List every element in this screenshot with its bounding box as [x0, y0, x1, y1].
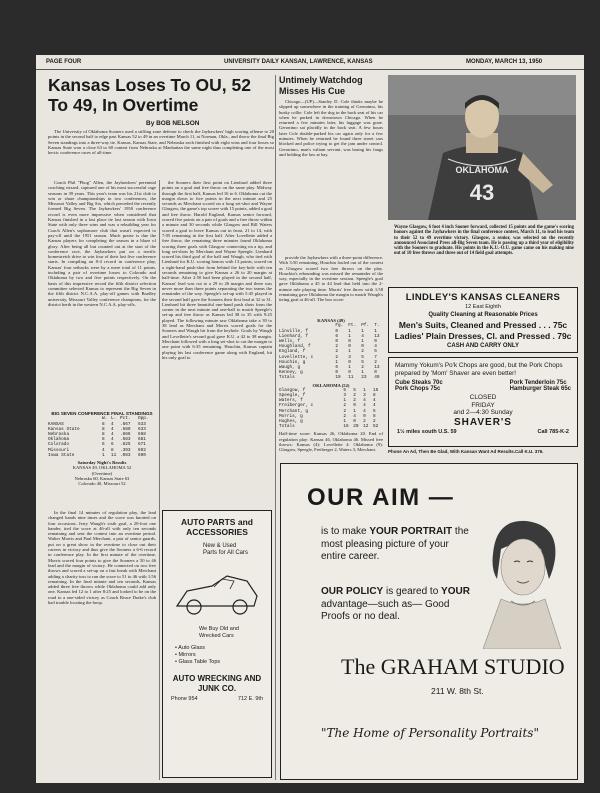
shaver-item-name: Hamburger Steak	[509, 386, 560, 393]
page-number: PAGE FOUR	[46, 59, 82, 65]
auto-ad-buy: We Buy Old and Wrecked Cars	[199, 626, 239, 639]
box-score-notes: Half-time score: Kansas 26, Oklahoma 20. End of regulation play: Kansas 46, Oklahoma 46. Missed free throws: Kansas (4): Lovellette 4. Oklahoma (9): Glasgow, Speegle, Freiberger 2, Waters 3, Merchant.	[279, 431, 383, 453]
table-cell: Houghland, f	[279, 344, 311, 350]
table-cell: 8	[373, 413, 376, 419]
table-cell: 4	[373, 403, 376, 409]
shaver-sunday-hours: and 2—4:30 Sunday	[453, 409, 513, 416]
table-cell: .666	[119, 431, 131, 437]
standings-box	[48, 411, 156, 486]
auto-ad-item-label: Auto Glass	[178, 645, 206, 651]
standings-row	[48, 448, 156, 453]
byline: By BOB NELSON	[146, 120, 200, 127]
intro-paragraph: The University of Oklahoma Sooners used a stiffing zone defense to check the Jayhawkers' high scoring offense to 20 points in the second half to edge past Kansas 52 to 49 in an overtime March 11, at Norman, Okla., and throw the final Big Seven standings into a three-way tie. Kansas, Kansas State, and Nebraska each finished with eight wins and four losses so Kansas State won a close 63 to 60 contest from Nebraska at Manhattan the same night thus completing one of the most hectic conference races of all-time.	[48, 129, 274, 156]
story-text-col1: Coach Phil "Phog" Allen, the Jayhawkers' perennial coaching wizard, captured one of his most successful cage seasons in 39 years. This year's team was his 21st club to win or share championships in two conferences, the Missouri Valley and Big Six, which preceded the recently formed Big Seven. The Jayhawkers' 1950 conference record is even more impressive when considered that Kansas finished in a last place tie last season with Iowa State with only three wins and was a rebuilding year for Coach Allen's sophomore club that wasn't expected to pay-off until the 1951 season. Much praise is due the Kansas players for completing the season in a blaze of glory. After being all but counted out at the start of the conference race, the Jayhawkers put on a terrific homestretch drive to win four of their last five conference starts. In compiling an 8-4 record in conference play, Kansas' four setbacks were by a mere total of 11 points, including a pair of overtime losses to Colorado and Oklahoma by two and five points respectively. On the basis of this impressive record the fifth district selection committee selected Kansas to represent the Big Seven in the fifth district N.C.A.A. play-off games with Bradley university, Missouri Valley conference champions, for the district berth in the western N.C.A.A. play-offs.	[48, 180, 156, 307]
graham-aim-post: the most pleasing picture of your entire career.	[321, 526, 469, 562]
box-cell: 20	[353, 424, 359, 430]
table-cell: 1	[374, 328, 377, 334]
kansas-box-table	[279, 323, 383, 380]
table-cell: 1	[348, 333, 351, 339]
table-cell: 0	[348, 359, 351, 365]
table-cell: 0	[374, 338, 377, 344]
box-cell: 49	[374, 375, 380, 381]
table-cell: .583	[119, 437, 131, 443]
standings-col: Pct.	[119, 416, 131, 422]
lindley-cleaners-ad	[388, 287, 578, 353]
table-cell: 1	[363, 387, 366, 393]
table-cell: .625	[119, 442, 131, 448]
table-cell: 2	[335, 349, 338, 355]
table-cell: 633	[137, 421, 146, 427]
kansas-total-row	[279, 375, 383, 380]
table-cell: 1	[361, 338, 364, 344]
shaver-item-name: Pork Tenderloin	[509, 380, 555, 387]
table-cell: 3	[343, 393, 346, 399]
table-cell: 0	[374, 370, 377, 376]
saturday-result: Colorado 40, Missouri 52	[78, 481, 126, 487]
lindley-title: LINDLEY'S KANSAS CLEANERS	[405, 292, 561, 303]
lindley-tagline: Quality Cleaning at Reasonable Prices	[428, 312, 538, 318]
table-cell: 2	[353, 393, 356, 399]
table-cell: 5	[343, 387, 346, 393]
lindley-footer: CASH AND CARRY ONLY	[447, 343, 519, 349]
table-cell: 4	[363, 403, 366, 409]
basketball-player-illustration	[388, 75, 576, 220]
auto-ad-item-label: Mirrors	[178, 652, 196, 658]
lindley-address: 12 East Eighth	[465, 304, 501, 310]
shaver-item-price: 65c	[560, 386, 571, 393]
kansas-box-title: KANSAS (49)	[317, 318, 345, 323]
shaver-menu-right	[510, 380, 571, 392]
table-cell: 5	[361, 354, 364, 360]
table-cell: Colorado	[48, 442, 70, 448]
table-cell: 0	[353, 419, 356, 425]
table-cell: Oklahoma	[48, 437, 70, 443]
table-cell: 7	[374, 354, 377, 360]
table-cell: 681	[137, 437, 146, 443]
standings-row	[48, 442, 156, 447]
lindley-line2: Ladies' Plain Dresses, Cl. and Pressed . 79c	[394, 331, 572, 341]
graham-slogan: "The Home of Personality Portraits"	[321, 726, 539, 740]
story-column-2	[162, 180, 272, 505]
shavers-ad	[388, 357, 578, 447]
shaver-menu-left	[395, 380, 443, 392]
table-cell: 1	[348, 328, 351, 334]
shaver-item-price: 70c	[432, 380, 443, 387]
table-cell: 1	[361, 328, 364, 334]
table-cell: 4	[110, 426, 114, 432]
graham-aim-bold: YOUR PORTRAIT	[369, 526, 453, 537]
table-cell: 8	[373, 393, 376, 399]
table-cell: 4	[374, 344, 377, 350]
table-cell: .393	[119, 447, 131, 453]
saturday-result: Nebraska 60, Kansas State 63	[74, 475, 130, 481]
story-text-col2: the Sooners their first point on Lienhard added three points on a goal and free throw on the same play. Midway through the first half, Kansas led 16 to 6. Oklahoma cut the margin down to five points in the next minute and 25 seconds as Merchant scored on a long set-shot and Wayne Glasgow, the game's top scorer with 15 points, added a goal and free throw. Harold England, Kansas senior forward, scored five points on a pair of goals and a free throw within a minute and 30 seconds while Glasgow and Bill Waters scored a goal to leave Kansas out in front, 21 to 14, with 7:05 remaining in the first half. After Lovellette added a free throw, the remaining three minutes found Oklahoma scoring three goals with Glasgow connecting on a tip, and long set-shots by Merchant and Wayne Speegle. Lienhard scored his third goal of the half and Waugh, who tied with Lienhard for K.U. scoring honors with 13 points, scored on a right-hand push-shot from behind the key-hole with ten seconds remaining to give Kansas a 26 to 20 margin at half-time. After 2:50 had been played in the second half, Kansas' lead was cut to a 29 to 26 margin and there was never more than three points separating the two teams the remainder of the way. Speegle's set-up with 5:45 played in the second half gave the Sooners their first lead at 32 to 31. Lienhard hit three beautiful one-hand push shots from the corner in the next minute and one-half to match Speegle's set-up and free throw as Kansas led 38 to 35 with 9:25 played. The following minute saw Oklahoma take a 39 to 38 lead as Merchant and Morris scored goals for the Sooners and Waugh hit from the keyhole. Goals by Waugh and Lovellette's second goal gave K.U. a 42 to 38 margin. Merchant followed with a long set-shot to cut the margin to one point with 6:35 remaining. Houchin, Kansas captain playing his last conference game along with England, hit his only goal to	[162, 180, 272, 360]
table-cell: 1	[348, 349, 351, 355]
continuation-text: provide the Jayhawkers with a three-point difference. With 3:50 remaining, Houchin fouled out of the contest as Glasgow scored two free throws on the play. Houchin's rebounding was missed the remainder of the way, especially in the overtime session. Speegle's goal gave Oklahoma a 45 to 44 lead that held into the 2-minute rule playing time. Morris' free throw with 1:58 remaining gave Oklahoma the margin to match Waugh's tieing goal at 46-all. The box score:	[279, 255, 383, 303]
shaver-item-name: Pork Chops	[395, 386, 429, 393]
box-col: T.	[374, 323, 380, 329]
box-cell: Totals	[279, 424, 295, 430]
table-cell: Waugh, g	[279, 364, 301, 370]
box-col: Pf.	[361, 323, 370, 329]
graham-address: 211 W. 8th St.	[431, 686, 484, 696]
box-cell: 23	[361, 375, 367, 381]
table-cell: 6	[335, 364, 338, 370]
column-rule	[159, 180, 160, 780]
table-cell: 5	[373, 408, 376, 414]
table-cell: 8	[101, 431, 105, 437]
table-cell: 4	[353, 413, 356, 419]
watchdog-headline: Untimely Watchdog Misses His Cue	[279, 75, 363, 96]
standings-col: W.	[101, 416, 108, 422]
table-cell: KANSAS	[48, 421, 64, 427]
table-cell: 692	[137, 447, 146, 453]
table-cell: 2	[343, 403, 346, 409]
table-cell: 2	[361, 364, 364, 370]
table-cell: 1	[343, 398, 346, 404]
table-cell: Merchant, g	[279, 408, 308, 414]
table-cell: 8	[101, 437, 105, 443]
story-column-1b	[48, 510, 156, 778]
shaver-item-price: 75c	[430, 386, 441, 393]
auto-ad-item-label: Glass Table Tops	[178, 659, 221, 665]
auto-ad-item: • Glass Table Tops	[175, 659, 221, 665]
box-cell: 16	[343, 424, 349, 430]
table-cell: 8	[101, 421, 105, 427]
table-cell: 0	[353, 403, 356, 409]
box-cell: 12	[363, 424, 369, 430]
table-cell: 2	[353, 398, 356, 404]
saturday-title: Saturday Night's Results	[77, 459, 127, 465]
table-cell: 0	[335, 328, 338, 334]
table-cell: 2	[373, 419, 376, 425]
table-cell: 633	[137, 426, 146, 432]
table-cell: Houchin, g	[279, 359, 306, 365]
table-cell: Freiberger, c	[279, 403, 314, 409]
standings-table	[48, 416, 156, 458]
table-cell: England, f	[279, 349, 306, 355]
shaver-hours	[389, 394, 577, 416]
table-cell: 11	[110, 452, 117, 458]
table-cell: 3	[348, 354, 351, 360]
table-cell: Kenney, g	[279, 370, 303, 376]
graham-studio-name: The GRAHAM STUDIO	[341, 654, 565, 679]
saturday-result: KANSAS 49, OKLAHOMA 52	[72, 465, 132, 471]
table-cell: Linville, f	[279, 328, 308, 334]
table-cell: Iowa State	[48, 452, 75, 458]
table-cell: 8	[101, 426, 105, 432]
shaver-phone: Call 785-K-2	[537, 429, 569, 436]
table-cell: Lovellette, c	[279, 354, 314, 360]
table-cell: 6	[335, 333, 338, 339]
graham-policy-mid: is geared to	[383, 586, 442, 597]
table-cell: 6	[110, 442, 114, 448]
auto-ad-title: AUTO PARTS and ACCESSORIES	[181, 517, 253, 537]
table-cell: 3	[363, 393, 366, 399]
table-cell: .589	[119, 426, 131, 432]
jersey-name: OKLAHOMA	[455, 165, 509, 175]
table-cell: 0	[335, 370, 338, 376]
standings-col: Opp.	[137, 416, 149, 422]
story-column-1	[48, 180, 156, 410]
lead-headline: Kansas Loses To OU, 52 To 49, In Overtime	[48, 75, 251, 115]
table-cell: 13	[374, 364, 380, 370]
graham-policy-bold: OUR POLICY	[321, 586, 384, 597]
auto-ad-item: • Mirrors	[175, 652, 196, 658]
table-cell: .083	[119, 452, 131, 458]
table-cell: Hughes, g	[279, 419, 303, 425]
shaver-menu	[395, 380, 571, 392]
portrait-illustration	[471, 509, 571, 649]
table-cell: 0	[361, 344, 364, 350]
auto-ad-address: 712 E. 9th	[237, 696, 263, 702]
box-cell: Totals	[279, 375, 295, 381]
table-cell: 6	[101, 442, 105, 448]
story-continuation	[279, 255, 383, 317]
auto-ad-list	[175, 645, 271, 666]
want-ad-line: Phone An Ad, Then Be Glad, With Kansan Want Ad Results.Call K.U. 376.	[388, 449, 544, 454]
auto-ad-phone: Phone 954	[171, 696, 198, 702]
table-cell: 1	[343, 419, 346, 425]
auto-ad-item: • Auto Glass	[175, 645, 206, 651]
graham-studio-ad	[280, 463, 578, 780]
saturday-result: (Overtime)	[91, 470, 113, 476]
table-cell: 0	[348, 344, 351, 350]
table-cell: Kansas State	[48, 426, 80, 432]
page-header	[36, 55, 584, 70]
table-cell: 668	[137, 431, 146, 437]
oklahoma-box-table	[279, 388, 383, 430]
box-cell: 19	[335, 375, 341, 381]
box-col: Ft.	[348, 323, 357, 329]
table-cell: Wells, f	[279, 338, 301, 344]
story-text-col1b: In the final 14 minutes of regulation play, the lead changed hands nine times and the score was knotted on four occasions. Jerry Waugh's sixth goal, a 20-foot one hander, tied the score at 46-all with only ten seconds remaining and sent the contest into an overtime period. Walter Morris and Paul Merchant, a pair of senior guards, put on a great show in the overtime to close out their careers in victory and thus give the Sooners a 6-6 record in conference play. In the first minute of the overtime, Morris scored four points to give the Sooners a 50 to 46 lead and the margin of victory. He connected on two free throws and scored a set-up on a fast break with Merchant adding a charity toss to run the score to 51 to 46 with 1:56 remaining. In the final minute and ten seconds, Kansas added three free throws while Oklahoma could add only one. Kansas led 12 to 1 after 8:25 and looked to be on the road to a one-sided victory as Coach Bruce Drake's club had trouble locating the hoop.	[48, 510, 156, 606]
table-cell: 5	[374, 349, 377, 355]
table-cell: 4	[373, 398, 376, 404]
box-cell: 52	[373, 424, 379, 430]
box-cell: 11	[348, 375, 354, 381]
shaver-closed-day: FRIDAY	[471, 401, 495, 409]
table-cell: Waters, f	[279, 398, 303, 404]
graham-aim-pre: is to make	[321, 526, 370, 537]
table-cell: 1	[348, 364, 351, 370]
table-cell: 2	[343, 408, 346, 414]
table-cell: 8	[110, 447, 114, 453]
table-cell: 0	[348, 370, 351, 376]
jersey-number: 43	[469, 180, 495, 205]
wrecked-car-illustration	[172, 561, 262, 621]
graham-policy-your: YOUR	[441, 586, 470, 597]
table-cell: Nebraska	[48, 431, 70, 437]
auto-ad-contact	[163, 696, 271, 702]
graham-aim	[321, 526, 471, 564]
table-cell: 1	[335, 359, 338, 365]
table-cell: 671	[137, 442, 146, 448]
table-cell: 4	[110, 421, 114, 427]
lindley-line1: Men's Suits, Cleaned and Pressed . . . 75c	[398, 320, 568, 330]
graham-policy-post: advantage—such as— Good Proofs or no deal.	[321, 598, 450, 622]
graham-headline: OUR AIM —	[307, 484, 455, 511]
table-cell: .667	[119, 421, 131, 427]
table-cell: 4	[361, 333, 364, 339]
standings-title: BIG SEVEN CONFERENCE FINAL STANDINGS	[51, 411, 153, 416]
table-cell: 2	[335, 354, 338, 360]
shaver-item	[395, 386, 443, 392]
table-cell: Glasgow, f	[279, 387, 306, 393]
table-cell: 2	[361, 349, 364, 355]
shaver-location: 1½ miles south U.S. 59	[397, 429, 457, 436]
table-cell: 0	[348, 338, 351, 344]
table-cell: 1	[361, 370, 364, 376]
table-cell: Speegle, f	[279, 393, 306, 399]
shaver-item-name: Cube Steaks	[395, 380, 432, 387]
shaver-item-price: 75c	[556, 380, 567, 387]
watchdog-text: Chicago—(UP)—Stanley D. Cole thinks maybe he slipped up somewhere in the training of Geronimo, his husky collie. Cole left the dog in the back seat of his car when he parked in downtown Chicago. When he returned a few minutes later, his luggage was gone. Geronimo sat placidly in the back seat. A few hours later Cole double-parked his car again only for a few minutes. When he returned he found three street cars blocked and police trying to get the jam under control. Geronimo, man's valiant servant, was baring his fangs and holding the law at bay.	[279, 99, 383, 157]
oklahoma-box-title: OKLAHOMA (52)	[312, 382, 350, 388]
shaver-item	[510, 386, 571, 392]
table-cell: 2	[343, 413, 346, 419]
table-cell: 1	[353, 408, 356, 414]
auto-ad-sub: New & Used Parts for All Cars	[203, 543, 249, 556]
graham-policy	[321, 586, 471, 624]
shaver-contact	[397, 429, 569, 435]
table-cell: 0	[363, 413, 366, 419]
table-cell: 4	[363, 398, 366, 404]
issue-date: MONDAY, MARCH 13, 1950	[466, 59, 543, 65]
shaver-closed: CLOSED	[469, 394, 497, 402]
table-cell: Morris, g	[279, 413, 303, 419]
table-cell: 2	[363, 419, 366, 425]
shaver-name: SHAVER'S	[454, 417, 512, 429]
table-cell: 4	[110, 431, 114, 437]
table-cell: 15	[373, 387, 379, 393]
table-cell: 2	[374, 359, 377, 365]
column-rule	[275, 75, 276, 780]
ok-total-row	[279, 424, 383, 429]
auto-ad-name: AUTO WRECKING AND JUNK CO.	[172, 674, 262, 693]
table-cell: 4	[110, 437, 114, 443]
table-cell: 13	[374, 333, 380, 339]
shaver-intro: Mammy Yokum's Po'k Chops are good, but the Pork Chops prepared by 'Mom' Shaver are even better!	[395, 362, 563, 377]
table-cell: 4	[363, 408, 366, 414]
table-cell: Missouri	[48, 447, 70, 453]
watchdog-story	[279, 99, 383, 252]
table-cell: 1	[101, 452, 105, 458]
table-cell: 2	[335, 344, 338, 350]
box-col: Fg.	[335, 323, 344, 329]
table-cell: 4	[101, 447, 105, 453]
player-photo	[388, 75, 576, 220]
standings-row	[48, 453, 156, 458]
newspaper-page	[36, 55, 584, 783]
standings-col: L.	[110, 416, 117, 422]
photo-caption: Wayne Glasgow, 6 foot 4 inch Sooner forward, collected 15 points and the game's scoring honors against the Jayhawkers in the final conference contest, March 11, to lead his team to their 52 to 49 overtime victory. Glasgow, a senior, was selected on the recently announced Associated Press all-Big Seven team. He is passing up a third year of eligibility with the Sooners to graduate. His points in the K.U.-O.U. game came on his making nine out of 10 free throws and three out of 14 field goal attempts.	[394, 225, 574, 257]
table-cell: Lienhard, f	[279, 333, 308, 339]
table-cell: 0	[335, 338, 338, 344]
table-cell: 5	[361, 359, 364, 365]
masthead: UNIVERSITY DAILY KANSAN, LAWRENCE, KANSAS	[224, 59, 373, 65]
table-cell: 690	[137, 452, 146, 458]
lead-intro	[48, 129, 274, 179]
table-cell: 5	[353, 387, 356, 393]
box-score	[279, 318, 383, 453]
auto-parts-ad	[162, 510, 272, 778]
